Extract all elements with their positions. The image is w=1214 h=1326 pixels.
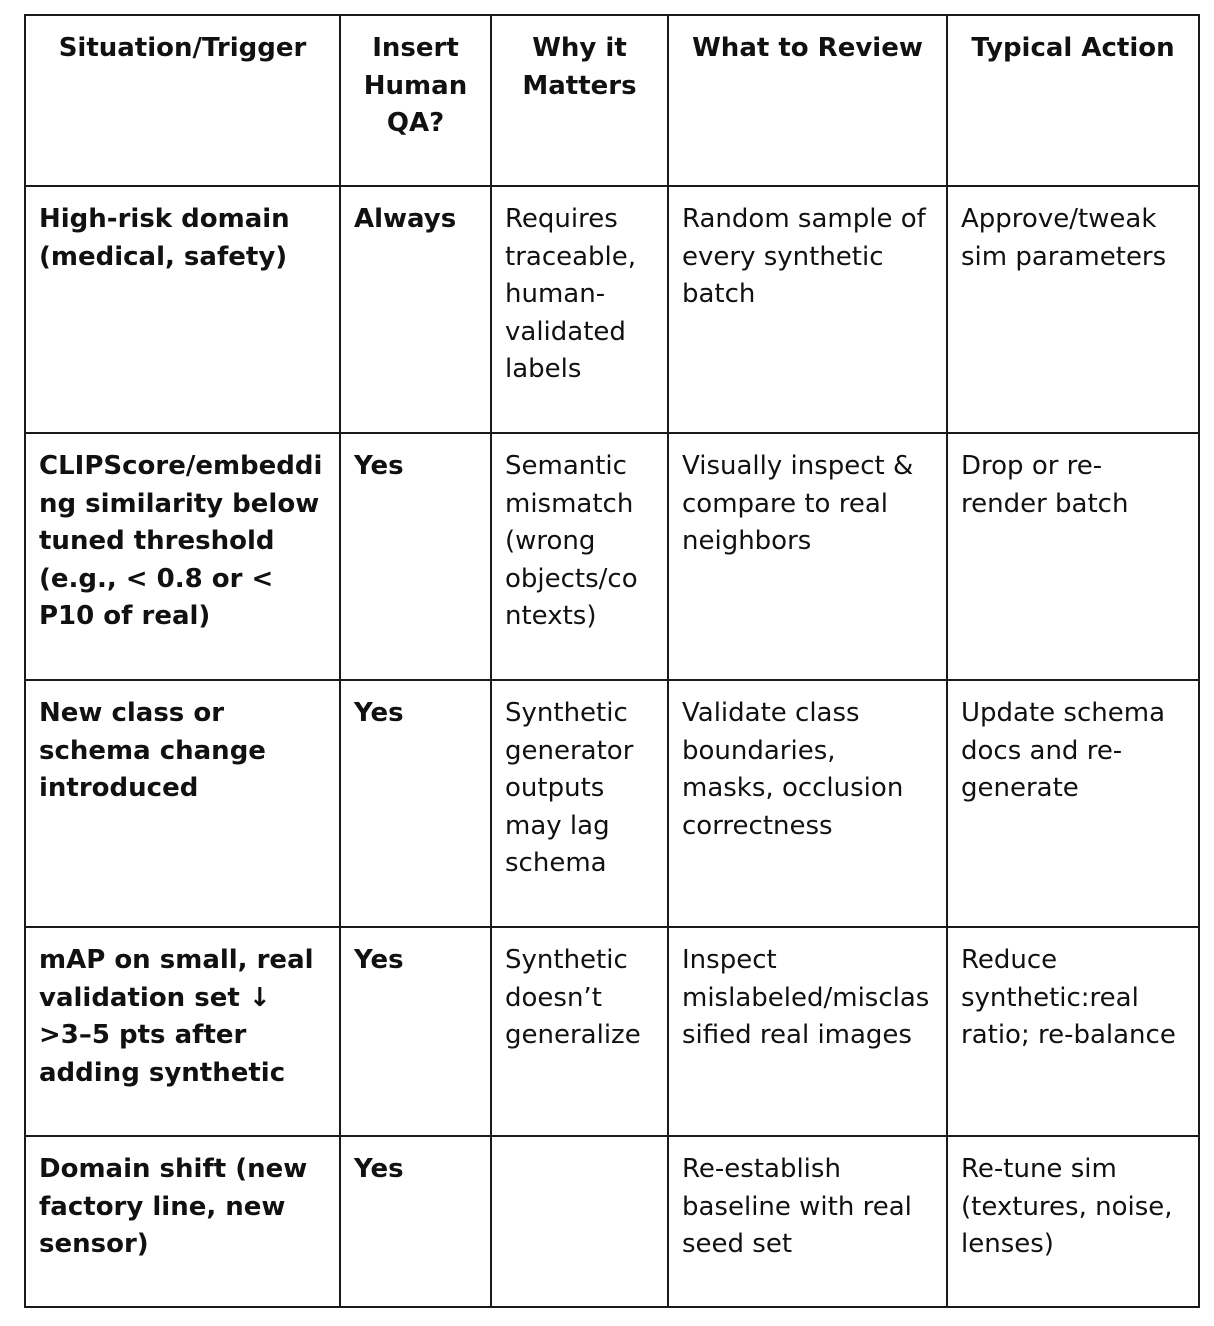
cell-review: Inspect mislabeled/misclassified real images bbox=[668, 927, 947, 1136]
header-row bbox=[25, 15, 1199, 186]
table-row bbox=[25, 186, 1199, 433]
header-why-it-matters: Why it Matters bbox=[491, 15, 668, 186]
cell-review: Random sample of every synthetic batch bbox=[668, 186, 947, 433]
cell-insert-qa: Yes bbox=[340, 680, 491, 927]
cell-why: Requires traceable, human-validated labels bbox=[491, 186, 668, 433]
cell-trigger: New class or schema change introduced bbox=[25, 680, 340, 927]
cell-action: Re-tune sim (textures, noise, lenses) bbox=[947, 1136, 1199, 1307]
cell-trigger: mAP on small, real validation set ↓ >3–5 pts after adding synthetic bbox=[25, 927, 340, 1136]
table-row bbox=[25, 1136, 1199, 1307]
table-row bbox=[25, 927, 1199, 1136]
human-qa-table bbox=[24, 14, 1200, 1308]
table-row bbox=[25, 433, 1199, 680]
header-what-to-review: What to Review bbox=[668, 15, 947, 186]
cell-why: Synthetic generator outputs may lag schema bbox=[491, 680, 668, 927]
header-situation-trigger: Situation/Trigger bbox=[25, 15, 340, 186]
cell-trigger: High-risk domain (medical, safety) bbox=[25, 186, 340, 433]
header-typical-action: Typical Action bbox=[947, 15, 1199, 186]
cell-why: Synthetic doesn’t generalize bbox=[491, 927, 668, 1136]
cell-action: Update schema docs and re-generate bbox=[947, 680, 1199, 927]
cell-trigger: CLIPScore/embedding similarity below tuned threshold (e.g., < 0.8 or < P10 of real) bbox=[25, 433, 340, 680]
cell-why bbox=[491, 1136, 668, 1307]
cell-action: Drop or re-render batch bbox=[947, 433, 1199, 680]
cell-action: Reduce synthetic:real ratio; re-balance bbox=[947, 927, 1199, 1136]
cell-insert-qa: Yes bbox=[340, 927, 491, 1136]
header-insert-human-qa: Insert Human QA? bbox=[340, 15, 491, 186]
table-row bbox=[25, 680, 1199, 927]
cell-insert-qa: Yes bbox=[340, 1136, 491, 1307]
cell-insert-qa: Always bbox=[340, 186, 491, 433]
cell-review: Visually inspect & compare to real neighbors bbox=[668, 433, 947, 680]
cell-why: Semantic mismatch (wrong objects/contexts) bbox=[491, 433, 668, 680]
cell-review: Validate class boundaries, masks, occlusion correctness bbox=[668, 680, 947, 927]
cell-insert-qa: Yes bbox=[340, 433, 491, 680]
cell-review: Re-establish baseline with real seed set bbox=[668, 1136, 947, 1307]
cell-trigger: Domain shift (new factory line, new sensor) bbox=[25, 1136, 340, 1307]
cell-action: Approve/tweak sim parameters bbox=[947, 186, 1199, 433]
